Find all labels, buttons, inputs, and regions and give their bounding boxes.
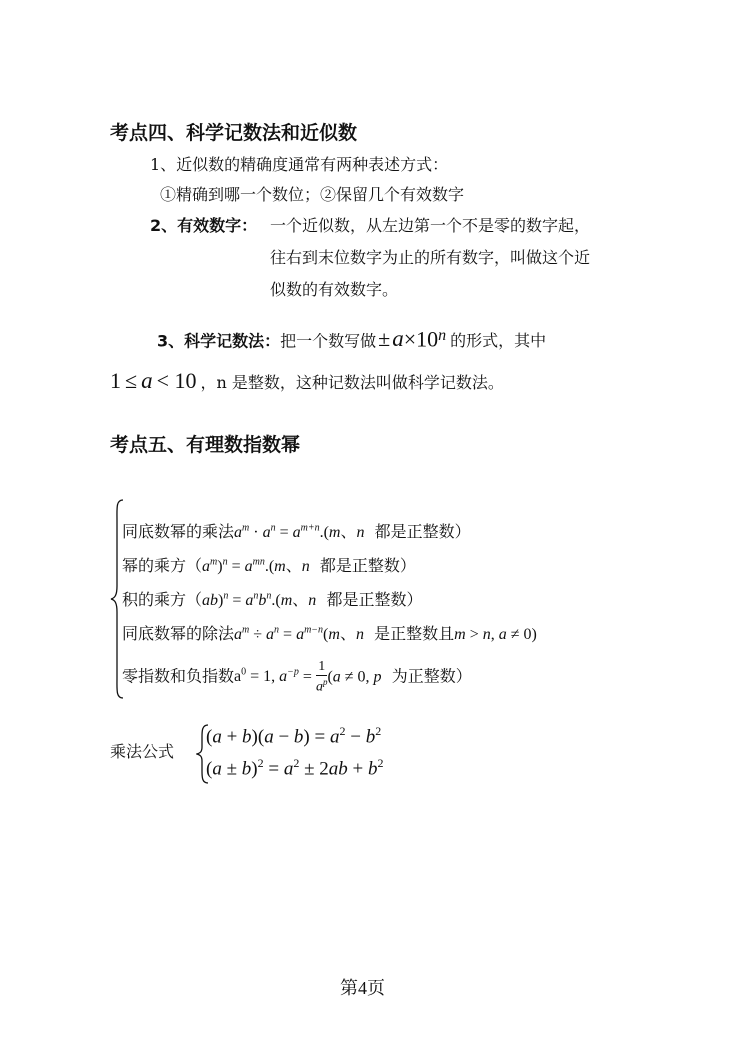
formula-a: a — [392, 326, 404, 352]
item-3-label: 3、科学记数法： — [157, 331, 281, 351]
item-3-pre: 把一个数写做 — [280, 331, 377, 351]
cond-lt-ten: < 10 — [156, 368, 197, 393]
item-2-line-3: 似数的有效数字。 — [270, 280, 399, 299]
item-2-line-2: 往右到末位数字为止的所有数字，叫做这个近 — [270, 248, 591, 267]
rule-1-label: 同底数幂的乘法 — [122, 522, 235, 541]
formula-exponent-n: n — [438, 327, 447, 344]
cond-a: a — [141, 368, 153, 393]
formula-times-ten: ×10 — [403, 326, 439, 352]
rule-3-note: 都是正整数） — [326, 590, 423, 609]
item-3-post: 的形式，其中 — [450, 331, 547, 351]
item-2-line-1: 一个近似数，从左边第一个不是零的数字起， — [270, 216, 591, 235]
mult-formula-label: 乘法公式 — [110, 742, 175, 761]
cond-le: ≤ — [125, 368, 138, 393]
rule-2-note: 都是正整数） — [319, 556, 416, 575]
section-5-title: 考点五、有理数指数幂 — [110, 434, 301, 456]
mult-formula-2: $(a \pm b)^2 = a^2 \pm 2ab + b^2$ — [206, 756, 384, 780]
rule-2: 幂的乘方$(a^m)^n = a^{mn}.(m$、n 都是正整数） — [122, 556, 416, 575]
item-1-text: 1、近似数的精确度通常有两种表述方式： — [150, 155, 449, 174]
cond-one: 1 — [110, 368, 121, 393]
rule-1: 同底数幂的乘法$a^m \cdot a^n = a^{m+n}.(m$、n 都是正整数） — [122, 522, 471, 541]
formula-pm: ± — [378, 326, 391, 352]
rule-5-label: 零指数和负指数 — [122, 666, 235, 686]
page-number: 第4页 — [340, 978, 385, 998]
item-1-sub: ①精确到哪一个数位；②保留几个有效数字 — [160, 185, 465, 204]
rule-5-note: 为正整数） — [391, 666, 472, 686]
rule-2-label: 幂的乘方（ — [122, 556, 203, 575]
rule-4-note: 是正整数且 — [374, 624, 455, 643]
rule-3: 积的乘方$(ab)^n = a^nb^n.(m$、n 都是正整数） — [122, 590, 423, 609]
item-3-line — [157, 322, 546, 350]
rule-4: 同底数幂的除法$a^m \div a^n = a^{m-n}(m$、n 是正整数且m > n, a ≠ 0) — [122, 624, 537, 643]
item-3-tail: ，n 是整数，这种记数法叫做科学记数法。 — [200, 373, 504, 392]
rule-5: 零指数和负指数$a^0 = 1$, $a^{-p}$ = $\frac{1}{a^p}$ (a ≠ 0, p 为正整数） — [122, 658, 472, 695]
item-3-condition-line — [110, 367, 504, 395]
item-2-label: 2、有效数字： — [150, 216, 258, 235]
rule-3-label: 积的乘方（ — [122, 590, 203, 609]
section-4-title: 考点四、科学记数法和近似数 — [110, 122, 358, 144]
rule-4-label: 同底数幂的除法 — [122, 624, 235, 643]
rule-1-note: 都是正整数） — [374, 522, 471, 541]
mult-formula-1: $(a + b)(a - b) = a^2 - b^2$ — [206, 724, 382, 748]
